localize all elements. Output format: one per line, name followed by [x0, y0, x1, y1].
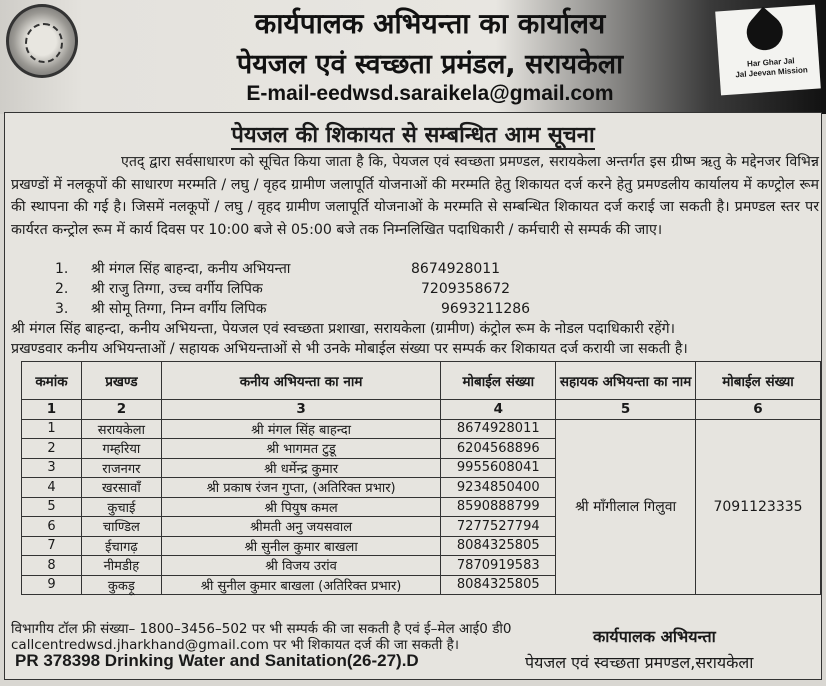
mobile-cell: 8674928011 — [441, 419, 556, 439]
engineer-name-cell: श्री धर्मेन्द्र कुमार — [161, 458, 440, 478]
office-title: कार्यपालक अभियन्ता का कार्यालय — [254, 7, 606, 40]
serial-cell: 2 — [22, 439, 82, 459]
serial-cell: 6 — [22, 517, 82, 537]
table-number-row: 1 2 3 4 5 6 — [22, 400, 821, 420]
block-cell: कुकड़ू — [81, 575, 161, 595]
serial-cell: 4 — [22, 478, 82, 498]
serial-cell: 3 — [22, 458, 82, 478]
engineer-name-cell: श्री सुनील कुमार बाखला (अतिरिक्त प्रभार) — [161, 575, 440, 595]
serial-cell: 1 — [22, 419, 82, 439]
jal-jeevan-mission-logo — [715, 5, 821, 96]
water-drop-icon — [739, 7, 790, 58]
engineer-name-cell: श्री मंगल सिंह बाहन्दा — [161, 419, 440, 439]
tollfree-line: विभागीय टॉल फ्री संख्या– 1800–3456–502 पर भी सम्पर्क की जा सकती है एवं ई–मेल आई0 डी0 — [11, 621, 512, 637]
block-cell: कुचाई — [81, 497, 161, 517]
block-cell: गम्हरिया — [81, 439, 161, 459]
assistant-name-cell: श्री माँगीलाल गिलुवा — [556, 419, 696, 595]
mobile-cell: 8590888799 — [441, 497, 556, 517]
serial-cell: 7 — [22, 536, 82, 556]
header — [0, 0, 826, 114]
block-cell: राजनगर — [81, 458, 161, 478]
engineer-name-cell: श्रीमती अनु जयसवाल — [161, 517, 440, 537]
nodal-officer-line: श्री मंगल सिंह बाहन्दा, कनीय अभियन्ता, पेयजल एवं स्वच्छता प्रशाखा, सरायकेला (ग्रामीण) कंट्रोल रूम के नोडल पदाधिकारी रहेंगे। — [11, 321, 675, 337]
block-cell: ईचागढ़ — [81, 536, 161, 556]
notice-frame — [4, 112, 822, 680]
mobile-cell: 8084325805 — [441, 536, 556, 556]
contact-table — [21, 361, 821, 595]
list-item: 3. श्री सोमू तिग्गा, निम्न वर्गीय लिपिक 9693211286 — [55, 301, 531, 317]
signatory-title: कार्यपालक अभियन्ता — [593, 627, 716, 646]
logo-subtext: Jal Jeevan Mission — [735, 65, 809, 80]
mobile-cell: 6204568896 — [441, 439, 556, 459]
engineer-name-cell: श्री पियुष कमल — [161, 497, 440, 517]
serial-cell: 8 — [22, 556, 82, 576]
serial-cell: 9 — [22, 575, 82, 595]
signatory-office: पेयजल एवं स्वच्छता प्रमण्डल,सरायकेला — [525, 653, 754, 672]
notice-heading: पेयजल की शिकायत से सम्बन्धित आम सूचना — [231, 123, 595, 148]
mobile-cell: 9955608041 — [441, 458, 556, 478]
block-contact-line: प्रखण्डवार कनीय अभियन्ताओं / सहायक अभियन्ताओं से भी उनके मोबाईल संख्या पर सम्पर्क कर शिकायत दर्ज करायी जा सकती है। — [11, 341, 688, 357]
list-item: 1. श्री मंगल सिंह बाहन्दा, कनीय अभियन्ता 8674928011 — [55, 261, 501, 277]
mobile-cell: 7277527794 — [441, 517, 556, 537]
engineer-name-cell: श्री भागमत टुडू — [161, 439, 440, 459]
mobile-cell: 7870919583 — [441, 556, 556, 576]
engineer-name-cell: श्री सुनील कुमार बाखला — [161, 536, 440, 556]
logo-text: Har Ghar Jal — [746, 56, 795, 69]
assistant-phone-cell: 7091123335 — [696, 419, 821, 595]
pr-number: PR 378398 Drinking Water and Sanitation(26-27).D — [15, 651, 419, 670]
division-title: पेयजल एवं स्वच्छता प्रमंडल, सरायकेला — [236, 49, 624, 80]
government-emblem-icon — [6, 4, 78, 78]
table-row — [22, 419, 821, 439]
block-cell: चाण्डिल — [81, 517, 161, 537]
block-cell: सरायकेला — [81, 419, 161, 439]
table-header-row: कमांक प्रखण्ड कनीय अभियन्ता का नाम मोबाईल संख्या सहायक अभियन्ता का नाम मोबाईल संख्या — [22, 362, 821, 400]
office-email: E-mail-eedwsd.saraikela@gmail.com — [246, 82, 614, 105]
engineer-name-cell: श्री विजय उरांव — [161, 556, 440, 576]
block-cell: खरसावाँ — [81, 478, 161, 498]
list-item: 2. श्री राजु तिग्गा, उच्च वर्गीय लिपिक 7209358672 — [55, 281, 511, 297]
notice-paragraph: एतद् द्वारा सर्वसाधारण को सूचित किया जाता है कि, पेयजल एवं स्वच्छता प्रमण्डल, सरायकेला अन्तर्गत इस ग्रीष्म ऋतु के मद्देनजर विभिन्न प्रखण्डों में नलकूपों की साधारण मरम्मति / लघु / वृहद ग्रामीण जलापूर्ति योजनाओं की मरम्मति हेतु शिकायत दर्ज करने हेतु प्रमण्डलीय कार्यालय में कण्ट्रोल रूम की स्थापना की गई है। जिसमें नलकूपों / लघु / वृहद ग्रामीण जलापूर्ति योजनाओं के मरम्मति से सम्बन्धित शिकायत दर्ज कराई जा सकती है। प्रमण्डल स्तर पर कार्यरत कन्ट्रोल रूम में कार्य दिवस पर 10:00 बजे से 05:00 बजे तक निम्नलिखित पदाधिकारी / कर्मचारी से सम्पर्क की जाए। — [11, 154, 819, 238]
mobile-cell: 8084325805 — [441, 575, 556, 595]
engineer-name-cell: श्री प्रकाष रंजन गुप्ता, (अतिरिक्त प्रभार) — [161, 478, 440, 498]
mobile-cell: 9234850400 — [441, 478, 556, 498]
block-cell: नीमडीह — [81, 556, 161, 576]
callcentre-line: callcentredwsd.jharkhand@gmail.com पर भी शिकायत दर्ज की जा सकती है। — [11, 637, 459, 653]
serial-cell: 5 — [22, 497, 82, 517]
